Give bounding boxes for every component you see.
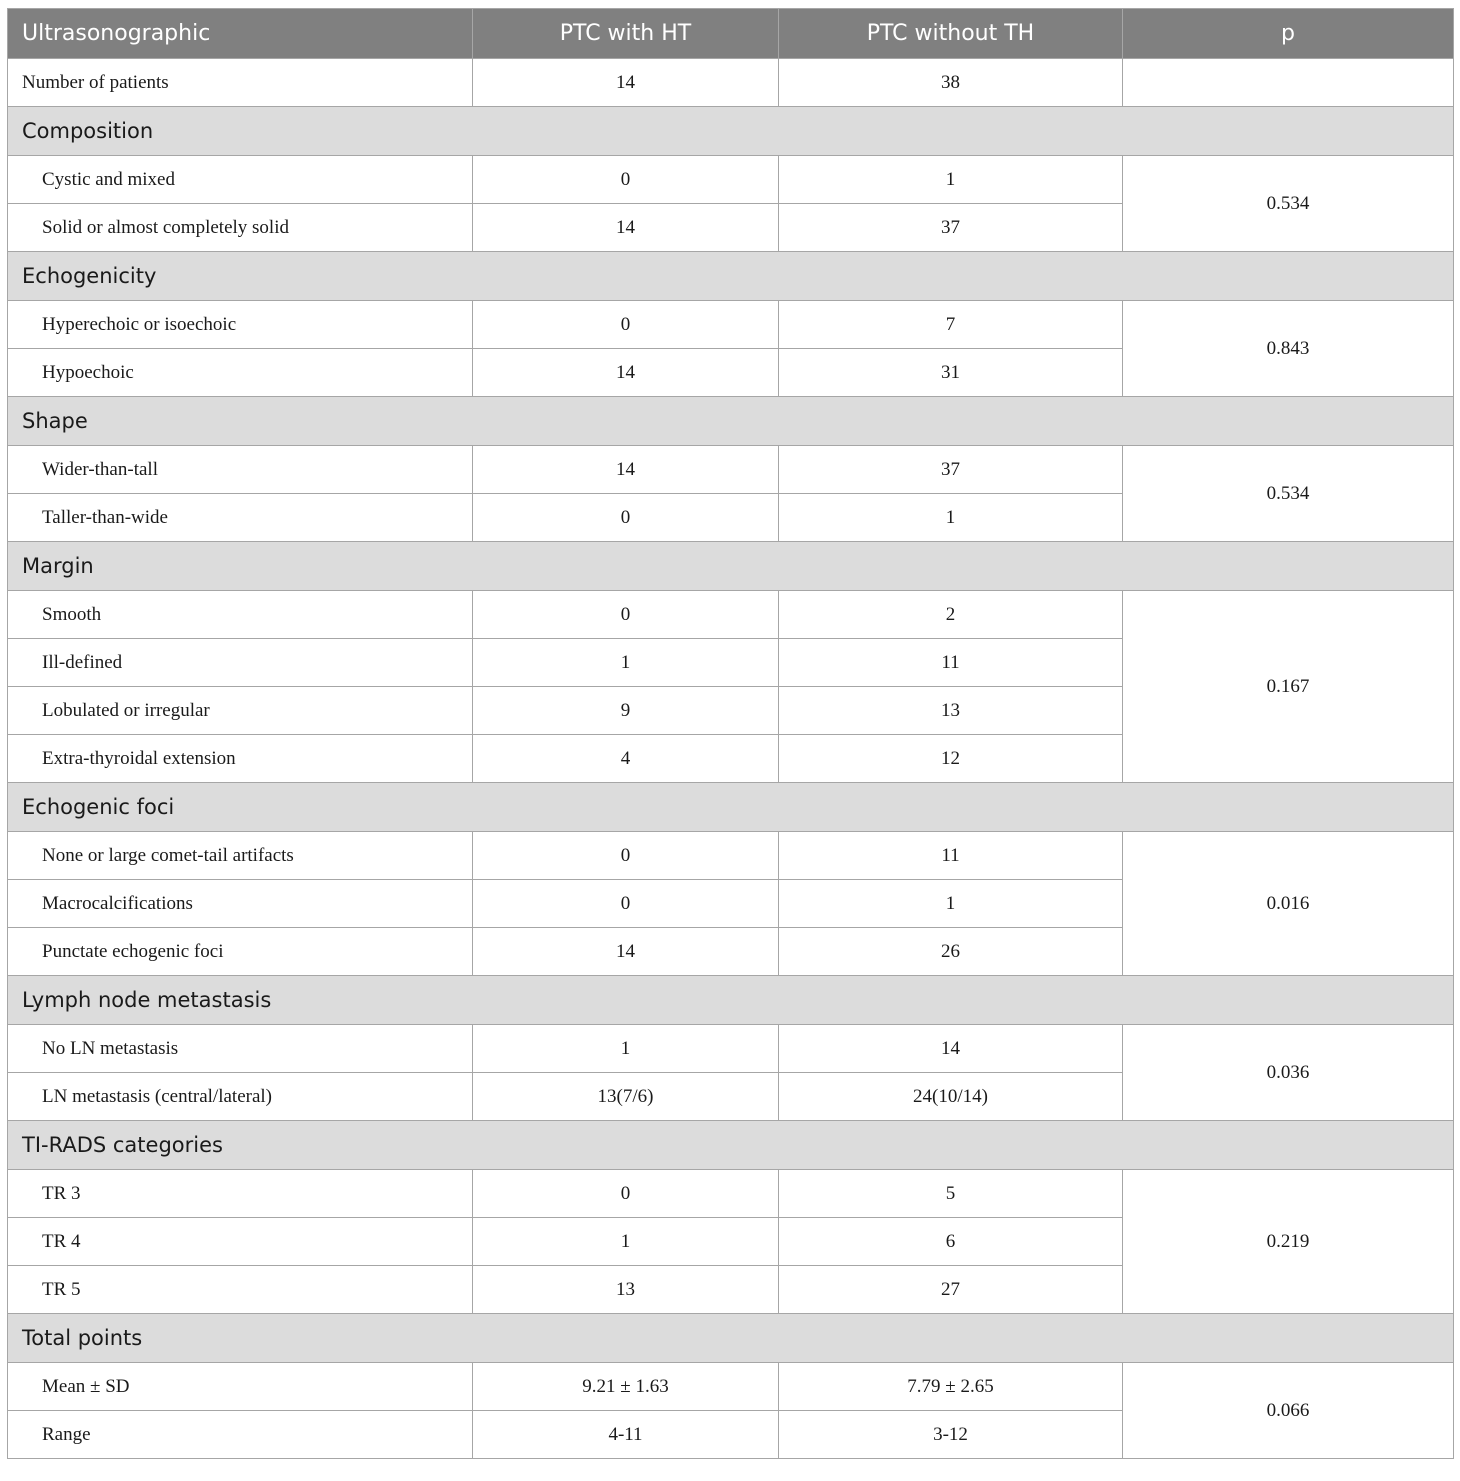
- cell-p-value: 0.843: [1123, 301, 1454, 397]
- section-title: TI-RADS categories: [8, 1121, 1454, 1170]
- cell-ptc-without-th: 6: [779, 1218, 1123, 1266]
- row-label: TR 5: [8, 1266, 473, 1314]
- cell-ptc-without-th: 14: [779, 1025, 1123, 1073]
- cell-ptc-with-ht: 4-11: [473, 1411, 779, 1459]
- cell-p-value: 0.534: [1123, 156, 1454, 252]
- section-title: Shape: [8, 397, 1454, 446]
- row-label: LN metastasis (central/lateral): [8, 1073, 473, 1121]
- cell-ptc-with-ht: 14: [473, 204, 779, 252]
- ultrasonographic-table: [7, 8, 1454, 1459]
- cell-ptc-with-ht: 9.21 ± 1.63: [473, 1363, 779, 1411]
- section-title: Echogenic foci: [8, 783, 1454, 832]
- cell-ptc-with-ht: 0: [473, 301, 779, 349]
- cell-ptc-without-th: 5: [779, 1170, 1123, 1218]
- cell-ptc-without-th: 12: [779, 735, 1123, 783]
- cell-ptc-without-th: 13: [779, 687, 1123, 735]
- cell-p-value: 0.036: [1123, 1025, 1454, 1121]
- cell-ptc-without-th: 26: [779, 928, 1123, 976]
- cell-p-value: 0.167: [1123, 591, 1454, 783]
- row-label: Ill-defined: [8, 639, 473, 687]
- cell-ptc-without-th: 1: [779, 156, 1123, 204]
- row-label: Macrocalcifications: [8, 880, 473, 928]
- row-label: Hyperechoic or isoechoic: [8, 301, 473, 349]
- section-header-row: [8, 252, 1454, 301]
- cell-ptc-with-ht: 0: [473, 156, 779, 204]
- cell-ptc-with-ht: 14: [473, 928, 779, 976]
- cell-ptc-without-th: 37: [779, 204, 1123, 252]
- cell-ptc-without-th: 38: [779, 59, 1123, 107]
- row-label: None or large comet-tail artifacts: [8, 832, 473, 880]
- cell-p-value: 0.534: [1123, 446, 1454, 542]
- cell-ptc-with-ht: 0: [473, 832, 779, 880]
- cell-p-value: [1123, 59, 1454, 107]
- table-row: [8, 832, 1454, 880]
- section-title: Echogenicity: [8, 252, 1454, 301]
- cell-ptc-without-th: 11: [779, 832, 1123, 880]
- section-header-row: [8, 976, 1454, 1025]
- row-label: No LN metastasis: [8, 1025, 473, 1073]
- cell-ptc-with-ht: 13: [473, 1266, 779, 1314]
- cell-ptc-with-ht: 14: [473, 446, 779, 494]
- cell-ptc-without-th: 1: [779, 494, 1123, 542]
- row-label: Lobulated or irregular: [8, 687, 473, 735]
- cell-ptc-without-th: 11: [779, 639, 1123, 687]
- row-label: Taller-than-wide: [8, 494, 473, 542]
- cell-ptc-without-th: 24(10/14): [779, 1073, 1123, 1121]
- header-p: p: [1123, 9, 1454, 59]
- table-row: [8, 59, 1454, 107]
- header-row: [8, 9, 1454, 59]
- cell-ptc-without-th: 31: [779, 349, 1123, 397]
- section-header-row: [8, 107, 1454, 156]
- row-label: Solid or almost completely solid: [8, 204, 473, 252]
- cell-ptc-with-ht: 0: [473, 591, 779, 639]
- row-label: Punctate echogenic foci: [8, 928, 473, 976]
- table-row: [8, 1025, 1454, 1073]
- section-title: Margin: [8, 542, 1454, 591]
- cell-ptc-with-ht: 13(7/6): [473, 1073, 779, 1121]
- row-label: Number of patients: [8, 59, 473, 107]
- cell-ptc-without-th: 37: [779, 446, 1123, 494]
- cell-p-value: 0.219: [1123, 1170, 1454, 1314]
- cell-ptc-with-ht: 1: [473, 1218, 779, 1266]
- cell-ptc-without-th: 1: [779, 880, 1123, 928]
- cell-ptc-with-ht: 0: [473, 1170, 779, 1218]
- table-row: [8, 591, 1454, 639]
- row-label: TR 3: [8, 1170, 473, 1218]
- row-label: TR 4: [8, 1218, 473, 1266]
- row-label: Hypoechoic: [8, 349, 473, 397]
- cell-ptc-without-th: 3-12: [779, 1411, 1123, 1459]
- section-title: Total points: [8, 1314, 1454, 1363]
- table-row: [8, 446, 1454, 494]
- table-row: [8, 1363, 1454, 1411]
- row-label: Smooth: [8, 591, 473, 639]
- cell-ptc-with-ht: 14: [473, 349, 779, 397]
- table-row: [8, 301, 1454, 349]
- cell-ptc-without-th: 7.79 ± 2.65: [779, 1363, 1123, 1411]
- cell-ptc-with-ht: 1: [473, 639, 779, 687]
- section-header-row: [8, 542, 1454, 591]
- row-label: Wider-than-tall: [8, 446, 473, 494]
- cell-p-value: 0.066: [1123, 1363, 1454, 1459]
- row-label: Mean ± SD: [8, 1363, 473, 1411]
- section-title: Composition: [8, 107, 1454, 156]
- section-header-row: [8, 1121, 1454, 1170]
- row-label: Range: [8, 1411, 473, 1459]
- table-row: [8, 1170, 1454, 1218]
- cell-ptc-with-ht: 0: [473, 880, 779, 928]
- cell-p-value: 0.016: [1123, 832, 1454, 976]
- row-label: Extra-thyroidal extension: [8, 735, 473, 783]
- cell-ptc-with-ht: 9: [473, 687, 779, 735]
- cell-ptc-without-th: 2: [779, 591, 1123, 639]
- table-row: [8, 156, 1454, 204]
- cell-ptc-with-ht: 4: [473, 735, 779, 783]
- cell-ptc-with-ht: 14: [473, 59, 779, 107]
- section-header-row: [8, 783, 1454, 832]
- row-label: Cystic and mixed: [8, 156, 473, 204]
- section-header-row: [8, 397, 1454, 446]
- header-ptc-without-th: PTC without TH: [779, 9, 1123, 59]
- section-header-row: [8, 1314, 1454, 1363]
- header-ultrasonographic: Ultrasonographic: [8, 9, 473, 59]
- section-title: Lymph node metastasis: [8, 976, 1454, 1025]
- cell-ptc-without-th: 27: [779, 1266, 1123, 1314]
- header-ptc-with-ht: PTC with HT: [473, 9, 779, 59]
- cell-ptc-without-th: 7: [779, 301, 1123, 349]
- cell-ptc-with-ht: 1: [473, 1025, 779, 1073]
- cell-ptc-with-ht: 0: [473, 494, 779, 542]
